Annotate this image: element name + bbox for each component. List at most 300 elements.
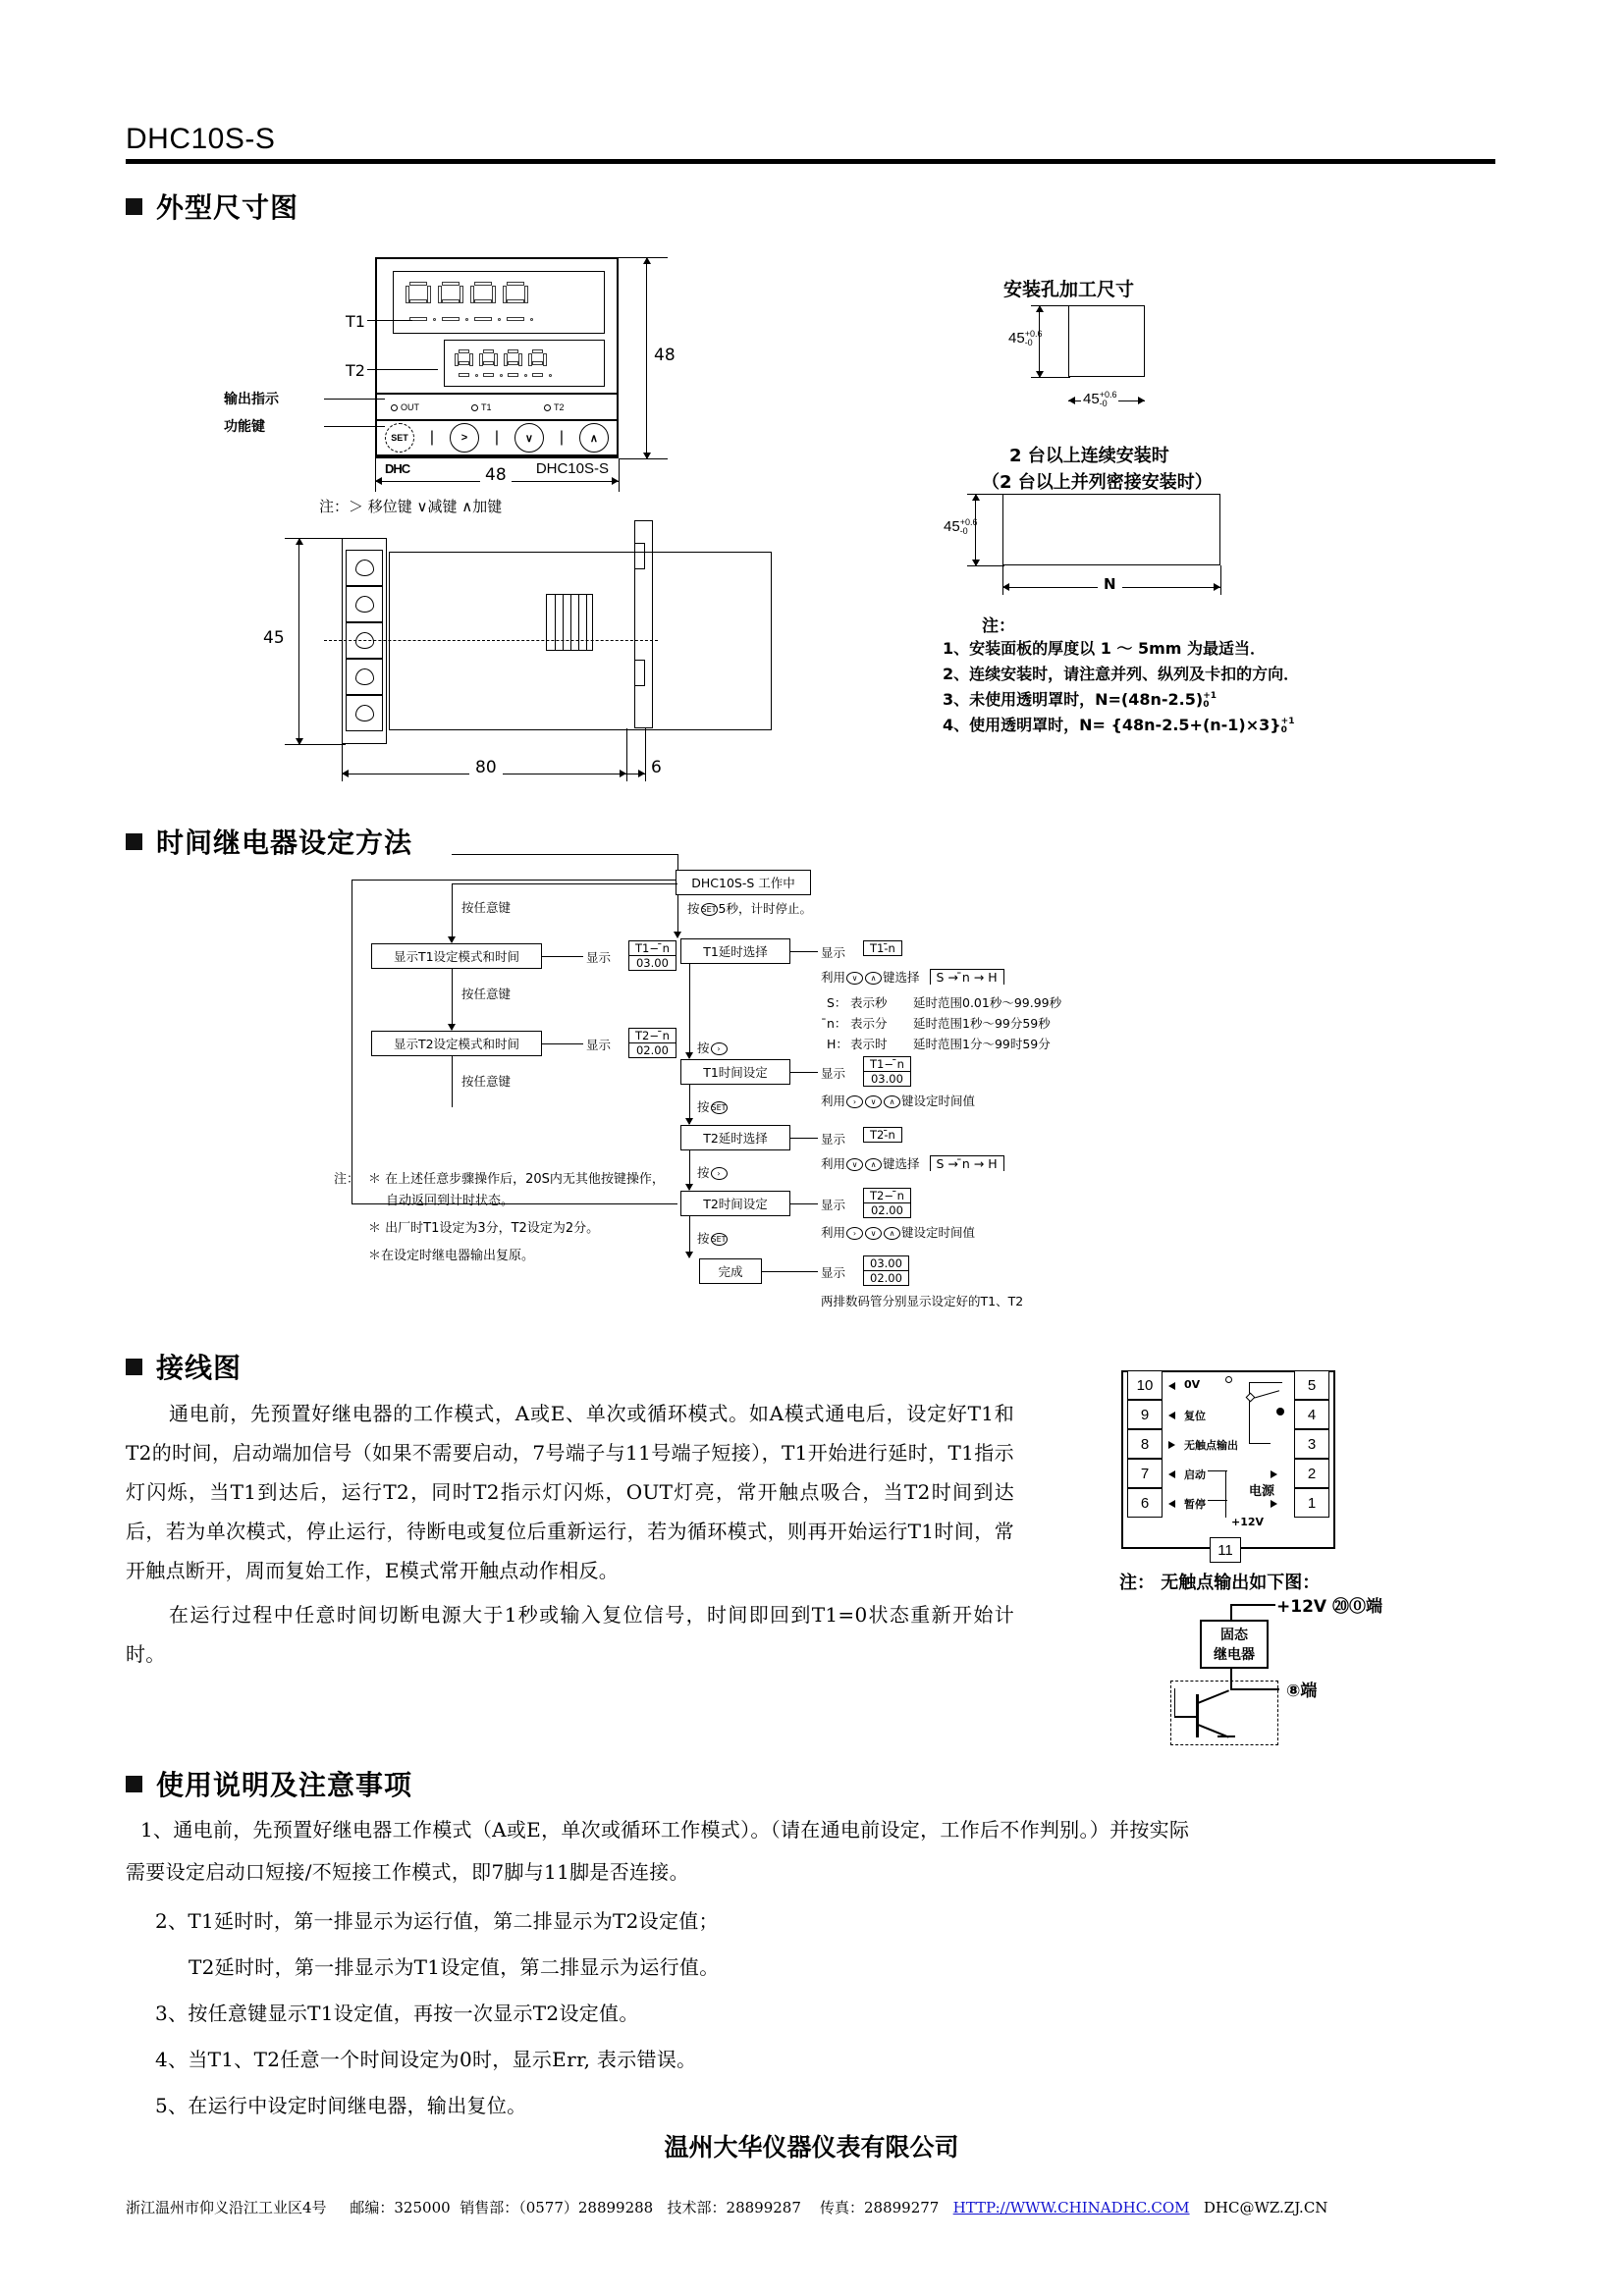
flow-line bbox=[790, 1138, 818, 1139]
flow-display-t2 bbox=[628, 1028, 676, 1058]
terminal-2: 2 bbox=[1294, 1459, 1329, 1488]
flow-mode-row-0 bbox=[827, 993, 1061, 1011]
model-label: DHC10S-S bbox=[535, 459, 609, 477]
flow-box-t1-delay-select: T1延时选择 bbox=[680, 938, 790, 964]
up-key-icon-label: ∧ bbox=[889, 1097, 895, 1106]
flow-label-display-1: 显示 bbox=[586, 950, 612, 965]
cutout-dim-v-minus: -0 bbox=[1024, 338, 1033, 348]
multimount-note-3 bbox=[943, 687, 1217, 710]
footer-address: 浙江温州市仰义沿江工业区4号 bbox=[126, 2199, 327, 2216]
footer-tech: 技术部：28899287 bbox=[667, 2199, 801, 2216]
down-key-icon-label: ∨ bbox=[870, 1097, 877, 1106]
seven-seg-digit bbox=[503, 282, 528, 321]
key-separator: | bbox=[429, 429, 435, 446]
ssr-box-line1: 固态 bbox=[1220, 1627, 1248, 1642]
terminal-label-start: 启动 bbox=[1184, 1468, 1206, 1481]
flow-arrow-head bbox=[685, 1184, 693, 1191]
set-time-value-text: 键设定时间值 bbox=[901, 1225, 976, 1240]
bullet-icon bbox=[126, 1359, 142, 1375]
set-key-icon-label: SET bbox=[711, 1235, 727, 1244]
seven-seg-digit bbox=[528, 349, 547, 377]
flow-label-display-3: 显示 bbox=[821, 945, 846, 960]
ssr-note-title: 注： 无触点输出如下图： bbox=[1119, 1573, 1321, 1593]
set-prefix: 利用 bbox=[821, 1094, 846, 1108]
flow-label-select-keys-1 bbox=[821, 968, 1004, 986]
flow-line bbox=[452, 883, 677, 884]
terminal-arrow bbox=[1168, 1412, 1175, 1419]
center-axis bbox=[324, 640, 658, 641]
contact-wire bbox=[1249, 1443, 1271, 1444]
bullet-icon bbox=[126, 833, 142, 850]
flow-label-press-set-5s bbox=[687, 899, 812, 917]
ssr-supply-label bbox=[1276, 1592, 1382, 1617]
flow-note-3: ＊在设定时继电器输出复原。 bbox=[368, 1249, 535, 1263]
jumper-wire bbox=[1208, 1470, 1227, 1471]
flow-note-1b: 自动返回到计时状态。 bbox=[386, 1194, 514, 1208]
set-key-icon-label: SET bbox=[701, 905, 717, 914]
dim-arrow bbox=[342, 770, 349, 777]
shift-key-icon-label: › bbox=[852, 1229, 857, 1238]
ssr-terminal-11-circled: ⑳ bbox=[1331, 1597, 1349, 1617]
flow-label-press-any-key-3: 按任意键 bbox=[461, 1074, 512, 1089]
callout-line bbox=[367, 369, 438, 370]
flow-arrow-line bbox=[452, 883, 453, 942]
down-key-icon bbox=[865, 1227, 882, 1240]
terminal-arrow bbox=[1168, 1382, 1175, 1390]
dim-extension bbox=[1220, 565, 1221, 595]
panel-divider bbox=[377, 393, 617, 395]
callout-t1: T1 bbox=[346, 312, 365, 331]
press-prefix: 按 bbox=[697, 1041, 710, 1055]
tol-sub: 0 bbox=[1280, 724, 1287, 735]
flow-label-press-any-key: 按任意键 bbox=[461, 900, 512, 915]
dim-arrow bbox=[638, 770, 645, 777]
vent-line bbox=[563, 595, 564, 650]
led-label-t1: T1 bbox=[481, 402, 492, 412]
flow-box-working: DHC10S-S 工作中 bbox=[676, 870, 811, 895]
footer-fax: 传真：28899277 bbox=[819, 2199, 940, 2216]
terminal-block-diagram bbox=[1121, 1370, 1335, 1559]
transistor-ground bbox=[1217, 1735, 1235, 1737]
vent-line bbox=[570, 595, 571, 650]
contact-point-icon bbox=[1276, 1408, 1284, 1415]
set-key-icon bbox=[711, 1233, 728, 1246]
multimount-note-3-text: 3、未使用透明罩时，N=(48n-2.5) bbox=[943, 690, 1204, 709]
multimount-dim-vertical bbox=[944, 518, 977, 536]
cutout-dim-h-base: 45 bbox=[1083, 391, 1100, 407]
flow-label-press-shift-1 bbox=[697, 1039, 729, 1056]
dim-line bbox=[646, 257, 647, 458]
cutout-dim-h-plus: +0.6 bbox=[1099, 390, 1117, 400]
cutout-dim-horizontal bbox=[1081, 391, 1118, 408]
up-key-label: ∧ bbox=[589, 432, 598, 445]
callout-t2: T2 bbox=[346, 361, 365, 380]
shift-key-icon bbox=[711, 1042, 728, 1055]
terminal-arrow bbox=[1168, 1470, 1175, 1478]
dim-arrow bbox=[620, 770, 626, 777]
flow-label-press-shift-2 bbox=[697, 1163, 729, 1181]
up-key-icon bbox=[865, 972, 882, 985]
multimount-title-line1: 2 台以上连续安装时 bbox=[1009, 446, 1169, 466]
tol-sub: 0 bbox=[1203, 699, 1210, 710]
up-key-icon bbox=[884, 1095, 900, 1108]
contact-pivot-icon bbox=[1246, 1393, 1256, 1403]
flow-display-t1-mode: T1− ̄n bbox=[635, 941, 670, 955]
seven-seg-digit bbox=[438, 282, 463, 321]
down-key-icon bbox=[846, 972, 863, 985]
set-key-icon bbox=[701, 903, 718, 916]
dim-arrow bbox=[643, 257, 651, 264]
multimount-dim-v-plus: +0.6 bbox=[959, 517, 978, 528]
dim-value-bezel-6: 6 bbox=[651, 758, 662, 777]
terminal-3: 3 bbox=[1294, 1429, 1329, 1459]
up-key-icon bbox=[884, 1227, 900, 1240]
shift-key-label: > bbox=[460, 432, 468, 444]
flow-arrow-line bbox=[677, 854, 678, 870]
ssr-supply-voltage: +12V bbox=[1276, 1597, 1327, 1617]
set-prefix: 利用 bbox=[821, 1225, 846, 1240]
terminal-arrow bbox=[1271, 1500, 1277, 1508]
up-key-icon-label: ∧ bbox=[870, 974, 877, 983]
terminal-7: 7 bbox=[1127, 1459, 1163, 1488]
flow-line bbox=[790, 951, 818, 952]
mode-means-h: 表示时 bbox=[850, 1037, 888, 1051]
flow-note-1: ＊ 在上述任意步骤操作后，20S内无其他按键操作， bbox=[368, 1172, 665, 1187]
ssr-box bbox=[1200, 1620, 1269, 1669]
screw-head-icon bbox=[355, 668, 374, 685]
select-prefix: 利用 bbox=[821, 970, 846, 985]
flow-display-t1-time-value: 03.00 bbox=[864, 1071, 910, 1086]
flow-note-2: ＊ 出厂时T1设定为3分，T2设定为2分。 bbox=[368, 1221, 600, 1236]
flow-label-set-value-2 bbox=[821, 1223, 975, 1241]
shift-key[interactable] bbox=[450, 423, 479, 453]
seven-seg-digit bbox=[479, 349, 498, 377]
flow-arrow-head bbox=[448, 936, 456, 943]
terminal-label-power: 电源 bbox=[1249, 1484, 1275, 1499]
led-label-t2: T2 bbox=[554, 402, 565, 412]
multimount-dim-n: N bbox=[1098, 575, 1122, 593]
ssr-terminal-suffix: ⓪端 bbox=[1348, 1597, 1382, 1617]
press-prefix: 按 bbox=[697, 1165, 710, 1180]
section-title-wiring: 接线图 bbox=[156, 1352, 243, 1384]
cutout-dim-v-base: 45 bbox=[1008, 330, 1025, 347]
contact-lever bbox=[1253, 1390, 1279, 1399]
flow-mode-row-2 bbox=[827, 1035, 1051, 1052]
vent-line bbox=[555, 595, 556, 650]
multimount-note-2: 2、连续安装时，请注意并列、纵列及卡扣的方向． bbox=[943, 665, 1300, 683]
bezel-clip bbox=[634, 660, 645, 686]
section-heading-setting-method bbox=[126, 822, 412, 861]
display-window-t2 bbox=[444, 340, 605, 387]
multimount-note-4 bbox=[943, 713, 1294, 735]
bullet-icon bbox=[126, 198, 142, 215]
select-suffix: 键选择 bbox=[883, 1156, 920, 1171]
flow-box-show-t1-setting: 显示T1设定模式和时间 bbox=[371, 943, 542, 969]
usage-item-5: 5、在运行中设定时间继电器，输出复位。 bbox=[155, 2094, 527, 2117]
bezel-clip bbox=[634, 543, 645, 569]
ssr-supply-wire bbox=[1230, 1604, 1232, 1620]
contact-wire bbox=[1249, 1382, 1282, 1383]
dim-arrow bbox=[1138, 397, 1145, 404]
multimount-dim-v-minus: -0 bbox=[959, 526, 968, 537]
terminal-6: 6 bbox=[1127, 1488, 1163, 1518]
flow-box-show-t2-setting: 显示T2设定模式和时间 bbox=[371, 1031, 542, 1056]
flow-display-t1-mode-text: T1-̄n bbox=[870, 941, 895, 955]
flow-box-t2-delay-select: T2延时选择 bbox=[680, 1125, 790, 1150]
flow-display-t1-time-mode: T1− ̄n bbox=[870, 1057, 904, 1071]
dim-arrow bbox=[1036, 371, 1044, 378]
tol-sup: +1 bbox=[1280, 716, 1295, 726]
select-suffix: 键选择 bbox=[883, 970, 920, 985]
flow-display-t1-time bbox=[863, 1056, 911, 1087]
dim-arrow bbox=[612, 477, 619, 485]
flow-arrow-head bbox=[685, 1052, 693, 1059]
seven-seg-digit bbox=[504, 349, 522, 377]
flow-display-t2-time bbox=[863, 1188, 911, 1218]
usage-item-2-cont: T2延时时，第一排显示为T1设定值，第二排显示为运行值。 bbox=[189, 1955, 720, 1979]
seven-seg-digit bbox=[470, 282, 496, 321]
multimount-notes-title: 注： bbox=[982, 616, 1015, 636]
screw-head-icon bbox=[355, 560, 374, 576]
terminal-label-reset: 复位 bbox=[1184, 1410, 1206, 1422]
flow-label-display-5: 显示 bbox=[821, 1132, 846, 1147]
dim-arrow bbox=[375, 477, 382, 485]
dim-extension bbox=[645, 728, 646, 781]
flow-display-t2-mode-text: T2-̄n bbox=[870, 1128, 895, 1142]
flow-line bbox=[790, 1072, 818, 1073]
led-indicator-t2 bbox=[544, 402, 565, 412]
bullet-icon bbox=[126, 1776, 142, 1792]
flow-box-done: 完成 bbox=[699, 1258, 762, 1284]
multimount-title-line2: （2 台以上并列密接安装时） bbox=[982, 472, 1213, 493]
flow-label-display-6: 显示 bbox=[821, 1198, 846, 1212]
cutout-rect bbox=[1068, 305, 1145, 377]
flow-display-t2-value: 02.00 bbox=[629, 1042, 676, 1057]
flow-final-note: 两排数码管分别显示设定好的T1、T2 bbox=[821, 1294, 1024, 1308]
dim-extension bbox=[285, 538, 346, 539]
flow-box-t2-time-set: T2时间设定 bbox=[680, 1191, 790, 1216]
flow-display-t1-value: 03.00 bbox=[629, 955, 676, 970]
up-key[interactable] bbox=[579, 423, 609, 453]
led-indicator-out bbox=[391, 402, 419, 412]
company-name: 温州大华仪器仪表有限公司 bbox=[664, 2133, 959, 2162]
terminal-5: 5 bbox=[1294, 1370, 1329, 1400]
dim-arrow bbox=[972, 560, 980, 566]
terminal-arrow bbox=[1168, 1500, 1175, 1508]
footer-postcode: 邮编：325000 bbox=[350, 2199, 451, 2216]
footer-website-link[interactable]: HTTP://WWW.CHINADHC.COM bbox=[952, 2199, 1190, 2216]
contact-point-open-icon bbox=[1225, 1376, 1232, 1383]
vent-line bbox=[586, 595, 587, 650]
multimount-note-4-text: 4、使用透明罩时，N= {48n-2.5+(n-1)×3} bbox=[943, 716, 1281, 734]
flow-arrow-line bbox=[689, 964, 690, 1058]
flow-mode-cycle-2: S → ̄n → H bbox=[930, 1155, 1004, 1171]
flow-arrow-head bbox=[685, 1118, 693, 1125]
jumper-wire bbox=[1225, 1470, 1226, 1518]
wiring-paragraph-2: 在运行过程中任意时间切断电源大于1秒或输入复位信号，时间即回到T1=0状态重新开始计时。 bbox=[126, 1603, 1014, 1666]
flow-loop-line bbox=[352, 880, 677, 881]
mode-code-n: ̄n： bbox=[827, 1016, 847, 1031]
terminal-arrow bbox=[1271, 1470, 1277, 1478]
dim-line bbox=[298, 538, 299, 744]
callout-output-indicator: 输出指示 bbox=[224, 392, 279, 407]
dim-arrow bbox=[1068, 397, 1075, 404]
section-title-setting-method: 时间继电器设定方法 bbox=[156, 827, 413, 859]
terminal-11: 11 bbox=[1210, 1537, 1241, 1563]
dim-value-height-45: 45 bbox=[263, 628, 285, 648]
terminal-label-contactless-out: 无触点输出 bbox=[1184, 1439, 1238, 1452]
flow-display-t2-time-value: 02.00 bbox=[864, 1202, 910, 1217]
down-key-icon bbox=[846, 1158, 863, 1171]
dim-extension bbox=[619, 458, 620, 492]
flow-label-display-2: 显示 bbox=[586, 1038, 612, 1052]
tol-sup: +1 bbox=[1203, 690, 1217, 701]
shift-key-icon-label: › bbox=[717, 1169, 721, 1178]
wiring-paragraph-1: 通电前，先预置好继电器的工作模式，A或E、单次或循环模式。如A模式通电后，设定好T1和T2的时间，启动端加信号（如果不需要启动，7号端子与11号端子短接），T1开始进行延时，T1指示灯闪烁，当T1到达后，运行T2，同时T2指示灯闪烁，OUT灯亮，常开触点吸合，当T2时间到达后，若为单次模式，停止运行，待断电或复位后重新运行，若为循环模式，则再开始运行T1时间，常开触点断开，周而复始工作，E模式常开触点动作相反。 bbox=[126, 1402, 1014, 1582]
down-key[interactable] bbox=[514, 423, 544, 453]
mode-code-s: S： bbox=[827, 995, 847, 1010]
callout-function-keys: 功能键 bbox=[224, 419, 265, 435]
led-icon bbox=[471, 404, 478, 411]
key-legend-note: 注：＞ 移位键 ∨减键 ∧加键 bbox=[319, 498, 503, 515]
flow-display-t1 bbox=[628, 940, 676, 971]
footer-email: DHC@WZ.ZJ.CN bbox=[1203, 2199, 1328, 2216]
vent-block bbox=[546, 594, 593, 651]
terminal-label-0v: 0V bbox=[1184, 1378, 1201, 1391]
ssr-supply-wire bbox=[1230, 1604, 1275, 1606]
press-prefix: 按 bbox=[687, 901, 700, 916]
flow-notes-title: 注： bbox=[334, 1172, 360, 1187]
flow-box-t1-time-set: T1时间设定 bbox=[680, 1059, 790, 1085]
up-key-icon-label: ∧ bbox=[870, 1160, 877, 1169]
flow-line bbox=[452, 854, 678, 855]
flow-label-select-keys-2 bbox=[821, 1154, 1004, 1172]
page-title: DHC10S-S bbox=[126, 123, 276, 155]
flow-arrow-head bbox=[674, 932, 681, 938]
select-prefix: 利用 bbox=[821, 1156, 846, 1171]
flow-line bbox=[790, 1203, 818, 1204]
flow-line bbox=[542, 1043, 583, 1044]
up-key-icon bbox=[865, 1158, 882, 1171]
flow-label-press-set-2 bbox=[697, 1229, 729, 1247]
ssr-box-line2: 继电器 bbox=[1214, 1646, 1255, 1662]
dim-value-depth-80: 80 bbox=[469, 758, 503, 777]
footer-contact-line bbox=[126, 2197, 1327, 2217]
flow-display-t2-mode-box bbox=[863, 1127, 902, 1143]
dim-arrow bbox=[296, 538, 303, 545]
mode-means-n: 表示分 bbox=[850, 1016, 888, 1031]
key-separator: | bbox=[559, 429, 565, 446]
flow-arrow-line bbox=[452, 969, 453, 1030]
flow-arrow-line bbox=[452, 1056, 453, 1107]
vent-line bbox=[578, 595, 579, 650]
press-set-5s-text: 5秒，计时停止。 bbox=[718, 901, 812, 916]
flow-label-press-any-key-2: 按任意键 bbox=[461, 987, 512, 1001]
transistor-base-wire bbox=[1174, 1716, 1198, 1718]
flow-arrow-head bbox=[448, 1024, 456, 1031]
usage-item-2: 2、T1延时时，第一排显示为运行值，第二排显示为T2设定值； bbox=[155, 1909, 719, 1933]
set-key-label: SET bbox=[391, 433, 408, 443]
terminal-8: 8 bbox=[1127, 1429, 1163, 1459]
dim-arrow bbox=[296, 738, 303, 745]
terminal-label-pause: 暂停 bbox=[1184, 1498, 1206, 1511]
dim-arrow bbox=[972, 494, 980, 501]
screw-head-icon bbox=[355, 705, 374, 721]
dim-value-height-48: 48 bbox=[654, 346, 676, 365]
multimount-rect bbox=[1002, 494, 1220, 565]
shift-key-icon-label: › bbox=[852, 1097, 857, 1106]
shift-key-icon bbox=[846, 1227, 863, 1240]
flow-line bbox=[762, 1271, 818, 1272]
down-key-icon-label: ∨ bbox=[870, 1229, 877, 1238]
press-prefix: 按 bbox=[697, 1231, 710, 1246]
terminal-1: 1 bbox=[1294, 1488, 1329, 1518]
title-divider bbox=[126, 159, 1495, 164]
flow-line bbox=[542, 956, 583, 957]
led-label-out: OUT bbox=[401, 402, 419, 412]
seven-seg-digit bbox=[406, 282, 431, 321]
screw-head-icon bbox=[355, 596, 374, 613]
flow-label-display-7: 显示 bbox=[821, 1265, 846, 1280]
display-window-t1 bbox=[393, 271, 605, 334]
down-key-label: ∨ bbox=[524, 432, 533, 445]
down-key-icon-label: ∨ bbox=[851, 974, 858, 983]
set-key[interactable] bbox=[385, 423, 414, 453]
brand-logo: DHC bbox=[385, 460, 410, 476]
dim-arrow bbox=[1214, 583, 1220, 591]
callout-line bbox=[324, 399, 385, 400]
flow-mode-cycle: S → ̄n → H bbox=[930, 969, 1004, 985]
section-heading-wiring bbox=[126, 1347, 242, 1386]
dim-value-width-48: 48 bbox=[480, 465, 512, 485]
up-key-icon-label: ∧ bbox=[889, 1229, 895, 1238]
terminal-label-12v: +12V bbox=[1231, 1516, 1265, 1528]
ssr-output-terminal: ⑧端 bbox=[1286, 1682, 1318, 1701]
flow-mode-row-1 bbox=[827, 1014, 1051, 1032]
seven-seg-digit bbox=[455, 349, 473, 377]
terminal-arrow bbox=[1168, 1441, 1175, 1449]
set-key-icon bbox=[711, 1101, 728, 1114]
flow-display-final-t2: 02.00 bbox=[864, 1270, 908, 1285]
usage-item-3: 3、按任意键显示T1设定值，再按一次显示T2设定值。 bbox=[155, 2002, 639, 2025]
terminal-9: 9 bbox=[1127, 1400, 1163, 1429]
cutout-title: 安装孔加工尺寸 bbox=[1003, 279, 1135, 300]
section-title-usage: 使用说明及注意事项 bbox=[156, 1769, 413, 1801]
flow-label-press-set-1 bbox=[697, 1097, 729, 1115]
shift-key-icon-label: › bbox=[717, 1044, 721, 1053]
key-separator: | bbox=[494, 429, 500, 446]
led-icon bbox=[544, 404, 551, 411]
mode-range-n: 延时范围1秒～99分59秒 bbox=[913, 1016, 1051, 1031]
set-key-icon-label: SET bbox=[711, 1103, 727, 1112]
panel-divider bbox=[377, 454, 617, 456]
flow-display-final bbox=[863, 1255, 909, 1286]
shift-key-icon bbox=[711, 1167, 728, 1180]
footer-sales: 销售部：（0577）28899288 bbox=[460, 2199, 654, 2216]
section-heading-dimensions bbox=[126, 187, 298, 226]
transistor-left-wire bbox=[1174, 1688, 1175, 1716]
dim-extension bbox=[375, 458, 376, 492]
set-time-value-text: 键设定时间值 bbox=[901, 1094, 976, 1108]
mode-means-s: 表示秒 bbox=[850, 995, 888, 1010]
flow-arrow-head bbox=[685, 1252, 693, 1258]
terminal-10: 10 bbox=[1127, 1370, 1163, 1400]
shift-key-icon bbox=[846, 1095, 863, 1108]
down-key-icon bbox=[865, 1095, 882, 1108]
usage-item-4: 4、当T1、T2任意一个时间设定为0时，显示Err, 表示错误。 bbox=[155, 2048, 697, 2071]
flow-display-final-t1: 03.00 bbox=[870, 1256, 902, 1270]
callout-line bbox=[324, 426, 385, 427]
